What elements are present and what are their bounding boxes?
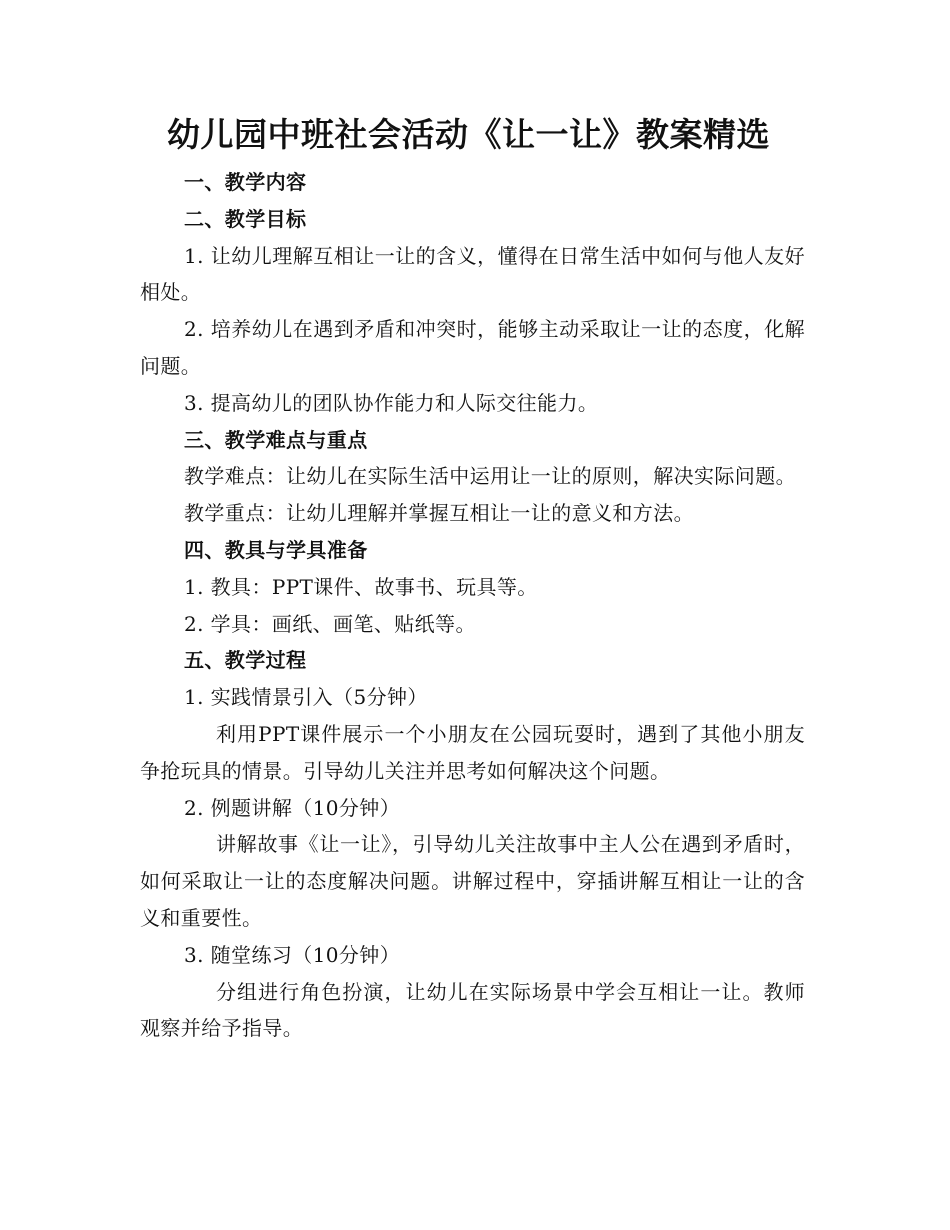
process-step-1-body: 利用PPT课件展示一个小朋友在公园玩耍时，遇到了其他小朋友争抢玩具的情景。引导幼儿关注并思考如何解决这个问题。 [140, 721, 805, 783]
teaching-focus: 教学重点：让幼儿理解并掌握互相让一让的意义和方法。 [184, 501, 694, 526]
materials-teacher: 1. 教具：PPT课件、故事书、玩具等。 [184, 574, 538, 599]
document-page [140, 112, 805, 1047]
section-heading-materials: 四、教具与学具准备 [184, 537, 368, 562]
section-heading-content: 一、教学内容 [184, 170, 307, 194]
materials-student: 2. 学具：画纸、画笔、贴纸等。 [184, 611, 476, 636]
process-step-1-title: 1. 实践情景引入（5分钟） [184, 685, 428, 710]
objective-item-2: 2. 培养幼儿在遇到矛盾和冲突时，能够主动采取让一让的态度，化解问题。 [140, 317, 805, 378]
section-heading-difficulties: 三、教学难点与重点 [184, 427, 368, 452]
section-heading-process: 五、教学过程 [184, 648, 307, 673]
process-step-3-title: 3. 随堂练习（10分钟） [184, 942, 401, 967]
section-heading-objectives: 二、教学目标 [184, 206, 307, 231]
document-title: 幼儿园中班社会活动《让一让》教案精选 [167, 115, 770, 154]
process-step-2-title: 2. 例题讲解（10分钟） [184, 795, 401, 820]
teaching-difficulty: 教学难点：让幼儿在实际生活中运用让一让的原则，解决实际问题。 [184, 464, 796, 489]
objective-item-1: 1. 让幼儿理解互相让一让的含义，懂得在日常生活中如何与他人友好相处。 [140, 243, 805, 305]
process-step-2-body: 讲解故事《让一让》，引导幼儿关注故事中主人公在遇到矛盾时，如何采取让一让的态度解决问题。讲解过程中，穿插讲解互相让一让的含义和重要性。 [140, 832, 805, 930]
objective-item-3: 3. 提高幼儿的团队协作能力和人际交往能力。 [184, 390, 599, 415]
process-step-3-body: 分组进行角色扮演，让幼儿在实际场景中学会互相让一让。教师观察并给予指导。 [140, 979, 805, 1041]
